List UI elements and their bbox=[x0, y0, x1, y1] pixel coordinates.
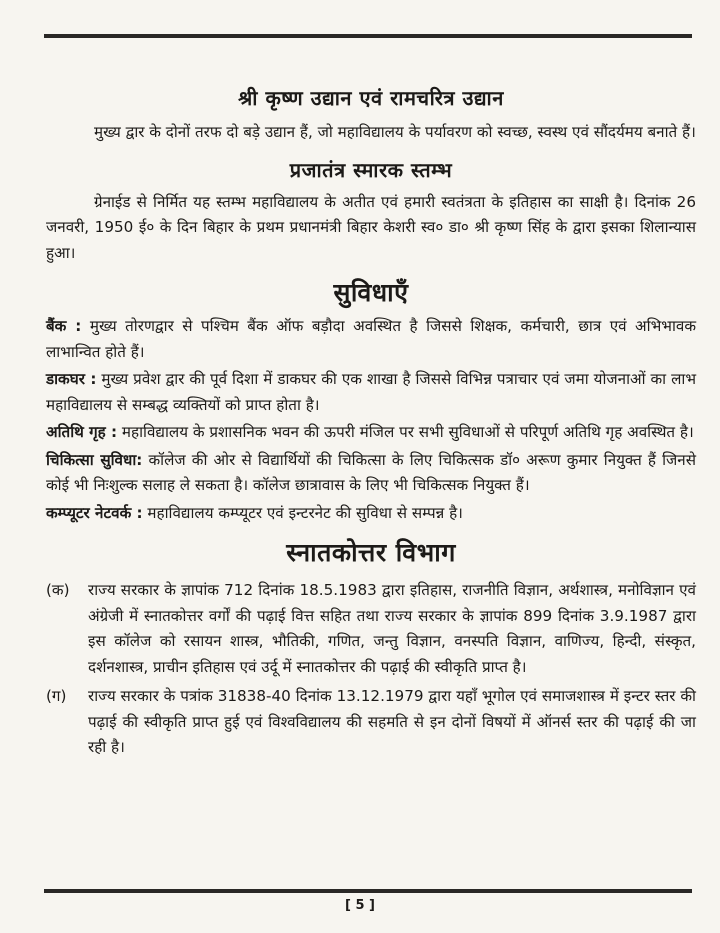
facility-text: महाविद्यालय कम्प्यूटर एवं इन्टरनेट की सुविधा से सम्पन्न है। bbox=[142, 503, 463, 522]
facility-label: चिकित्सा सुविधा: bbox=[46, 450, 143, 469]
facility-label: बैंक : bbox=[46, 317, 82, 335]
facility-medical bbox=[46, 448, 696, 499]
bottom-rule bbox=[44, 889, 692, 893]
section-heading-krishna-garden: श्री कृष्ण उद्यान एवं रामचरित्र उद्यान bbox=[238, 86, 504, 110]
facility-text: मुख्य प्रवेश द्वार की पूर्व दिशा में डाकघर की एक शाखा है जिससे विभिन्न पत्राचार एवं जमा योजनाओं का लाभ महाविद्यालय से सम्बद्ध व्यक्तियों को प्राप्त होता है। bbox=[46, 370, 696, 414]
facility-bank bbox=[46, 314, 696, 365]
postgrad-item-ka bbox=[46, 578, 696, 680]
page-content bbox=[46, 82, 696, 761]
section-heading-facilities: सुविधाएँ bbox=[333, 278, 409, 307]
top-rule bbox=[44, 34, 692, 38]
section-text-memorial-pillar: ग्रेनाईड से निर्मित यह स्तम्भ महाविद्यालय के अतीत एवं हमारी स्वतंत्रता के इतिहास का साक्षी है। दिनांक 26 जनवरी, 1950 ई० के दिन बिहार के प्रथम प्रधानमंत्री बिहार केशरी स्व० डा० श्री कृष्ण सिंह के द्वारा इसका शिलान्यास हुआ। bbox=[46, 192, 696, 262]
facility-label: डाकघर : bbox=[46, 370, 97, 388]
postgrad-item-ga bbox=[46, 684, 696, 761]
facility-computer-network bbox=[46, 501, 696, 527]
facility-post-office bbox=[46, 367, 696, 418]
list-marker: (क) bbox=[46, 581, 70, 599]
facility-guest-house bbox=[46, 420, 696, 446]
page-number: [ 5 ] bbox=[345, 898, 375, 913]
facility-text: महाविद्यालय के प्रशासनिक भवन की ऊपरी मंजिल पर सभी सुविधाओं से परिपूर्ण अतिथि गृह अवस्थित है। bbox=[117, 423, 694, 441]
facility-label: अतिथि गृह : bbox=[46, 423, 118, 441]
list-text: राज्य सरकार के ज्ञापांक 712 दिनांक 18.5.1983 द्वारा इतिहास, राजनीति विज्ञान, अर्थशास्त्र, मनोविज्ञान एवं अंग्रेजी में स्नातकोत्तर वर्गों की पढ़ाई वित्त सहित तथा राज्य सरकार के ज्ञापांक 899 दिनांक 3.9.1987 द्वारा इस कॉलेज को रसायन शास्त्र, भौतिकी, गणित, जन्तु विज्ञान, वनस्पति विज्ञान, वाणिज्य, हिन्दी, संस्कृत, दर्शनशास्त्र, प्राचीन इतिहास एवं उर्दू में स्नातकोत्तर की पढ़ाई की स्वीकृति प्राप्त है। bbox=[88, 581, 696, 676]
facility-label: कम्प्यूटर नेटवर्क : bbox=[46, 503, 143, 522]
facility-text: मुख्य तोरणद्वार से पश्चिम बैंक ऑफ बड़ौदा अवस्थित है जिससे शिक्षक, कर्मचारी, छात्र एवं अभिभावक लाभान्वित होते हैं। bbox=[46, 317, 696, 361]
section-heading-postgraduate: स्नातकोत्तर विभाग bbox=[286, 538, 456, 567]
facility-text: कॉलेज की ओर से विद्यार्थियों की चिकित्सा के लिए चिकित्सक डॉ० अरूण कुमार नियुक्त हैं जिनसे कोई भी निःशुल्क सलाह ले सकता है। कॉलेज छात्रावास के लिए भी चिकित्सक नियुक्त हैं। bbox=[46, 450, 696, 494]
section-text-krishna-garden: मुख्य द्वार के दोनों तरफ दो बड़े उद्यान हैं, जो महाविद्यालय के पर्यावरण को स्वच्छ, स्वस्थ एवं सौंदर्यमय बनाते हैं। bbox=[94, 123, 696, 141]
list-text: राज्य सरकार के पत्रांक 31838-40 दिनांक 13.12.1979 द्वारा यहाँ भूगोल एवं समाजशास्त्र में इन्टर स्तर की पढ़ाई की स्वीकृति प्राप्त हुई एवं विश्वविद्यालय की सहमति से इन दोनों विषयों में ऑनर्स स्तर की पढ़ाई की जा रही है। bbox=[88, 687, 696, 756]
list-marker: (ग) bbox=[46, 687, 67, 705]
section-heading-memorial-pillar: प्रजातंत्र स्मारक स्तम्भ bbox=[289, 157, 453, 182]
